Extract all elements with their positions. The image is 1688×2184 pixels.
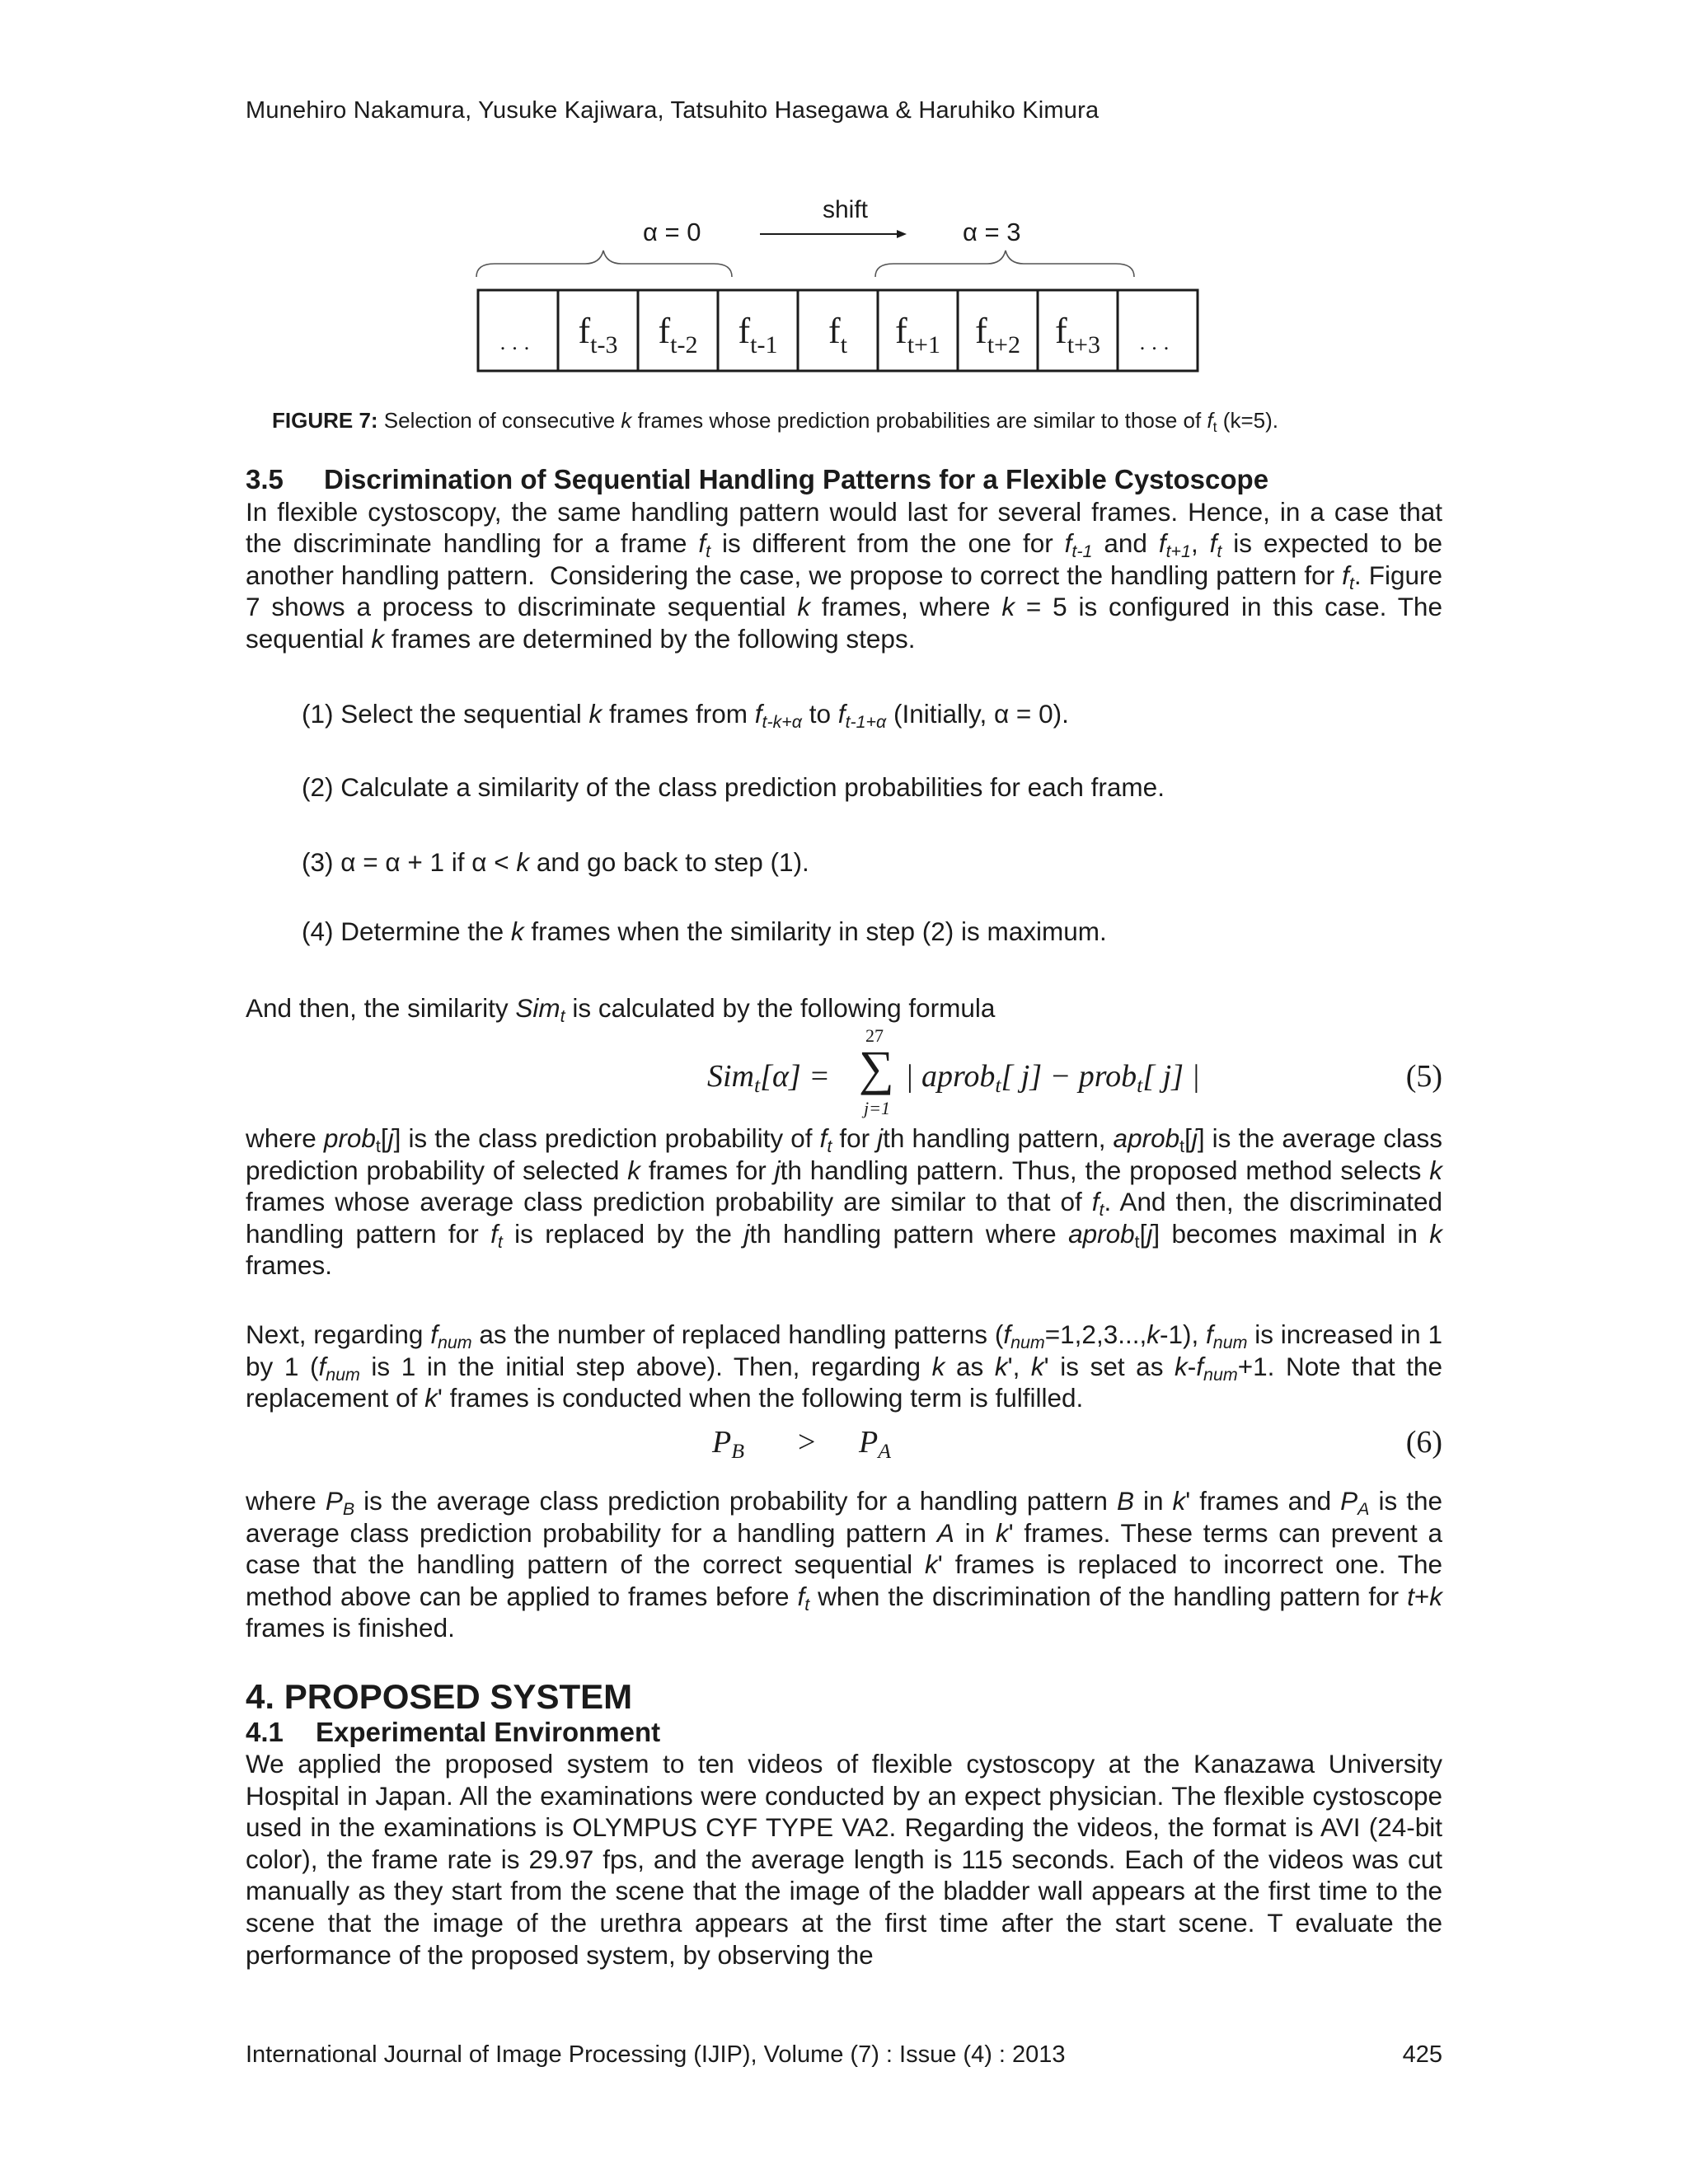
eq6-number: (6): [1405, 1425, 1442, 1460]
section-3-5-heading: 3.5 Discrimination of Sequential Handling Patterns for a Flexible Cystoscope: [246, 464, 1269, 494]
section-3-5: [246, 464, 1442, 655]
eq5-upper-limit: 27: [865, 1025, 884, 1046]
journal-citation: International Journal of Image Processing (IJIP), Volume (7) : Issue (4) : 2013: [246, 2041, 1066, 2068]
eq5-number: (5): [1405, 1059, 1442, 1094]
frame-label: $f_{t-1}$: [738, 311, 778, 359]
shift-label: shift: [823, 196, 869, 223]
paragraph-replacement: Next, regarding $f_{num}$ as the number of replaced handling patterns $(f_{num}=1,2,3...,k-1)$, $f_{num}$ is increased in 1 by 1 ($f_{num}$ is 1 in the initial step above). Then, regarding k as k', k' is set as $k-f_{num}+1$. Note that the replacement of k' frames is conducted when the following term is fulfilled.: [246, 1319, 1442, 1413]
running-header: Munehiro Nakamura, Yusuke Kajiwara, Tatsuhito Hasegawa & Haruhiko Kimura: [246, 97, 1100, 124]
eq5-lower-limit: j=1: [864, 1098, 890, 1118]
frame-label: $f_{t-2}$: [658, 311, 698, 359]
figure-caption: FIGURE 7: Selection of consecutive k frames whose prediction probabilities are similar to those of $f_t$ (k=5).: [272, 408, 1278, 435]
paragraph-eq5-explanation: where prob$_t$[j] is the class prediction probability of $f_t$ for jth handling pattern, aprob$_t$[j] is the average class prediction probability of selected k frames for jth handling pattern. Thus, the proposed method selects k frames whose average class prediction probability are similar to that of $f_t$. And then, the discriminated handling pattern for $f_t$ is replaced by the jth handling pattern where aprob$_t$[j] becomes maximal in k frames.: [246, 1123, 1443, 1281]
eq6-pa: $P_A$: [859, 1425, 891, 1464]
frame-label: $f_{t+2}$: [975, 311, 1020, 359]
frame-label: $f_t$: [828, 311, 847, 359]
page-footer: [246, 2041, 1442, 2069]
caption-label: FIGURE 7:: [272, 408, 378, 433]
paragraph-eq6-explanation: where $P_B$ is the average class prediction probability for a handling pattern B in k' frames and $P_A$ is the average class prediction probability for a handling pattern A in k' frames. These terms can prevent a case that the handling pattern of the correct sequential k' frames is replaced to incorrect one. The method above can be applied to frames before $f_t$ when the discrimination of the handling pattern for t+k frames is finished.: [246, 1486, 1443, 1643]
frame-label: $f_{t-3}$: [578, 311, 618, 359]
step-3: (3) α = α + 1 if α < k and go back to step (1).: [302, 847, 809, 877]
step-2: (2) Calculate a similarity of the class prediction probabilities for each frame.: [302, 772, 1165, 802]
eq5-rhs: | aprob$_t$[ j] − prob$_t$[ j] |: [905, 1059, 1200, 1098]
shift-arrowhead: [897, 230, 907, 238]
frame-label: $f_{t+3}$: [1055, 311, 1100, 359]
alpha-left-label: α = 0: [643, 218, 701, 246]
paragraph-4-1: We applied the proposed system to ten videos of flexible cystoscopy at the Kanazawa University Hospital in Japan. All the examinations were conducted by an expect physician. The flexible cystoscope used in the examinations is OLYMPUS CYF TYPE VA2. Regarding the videos, the format is AVI (24-bit color), the frame rate is 29.97 fps, and the average length is 115 seconds. Each of the videos was cut manually as they start from the scene that the image of the bladder wall appears at the first time to the scene that the image of the urethra appears at the first time after the start scene. T evaluate the performance of the proposed system, by observing the: [246, 1749, 1442, 1970]
brace-left: [476, 251, 732, 277]
section-4-heading: 4. PROPOSED SYSTEM: [246, 1677, 633, 1716]
frame-ellipsis: ...: [499, 330, 537, 354]
paragraph-3-5: In flexible cystoscopy, the same handling pattern would last for several frames. Hence, in a case that the discriminate handling for a frame $f_t$ is different from the one for $f_{t-1}$ and $f_{t+1}$, $f_t$ is expected to be another handling pattern. Considering the case, we propose to correct the handling pattern for $f_t$. Figure 7 shows a process to discriminate sequential k frames, where k = 5 is configured in this case. The sequential k frames are determined by the following steps.: [246, 496, 1442, 654]
step-1: (1) Select the sequential k frames from $f_{t-k+\alpha}$ to $f_{t-1+\alpha}$ (Initially, α = 0).: [302, 699, 1069, 732]
frame-label: $f_{t+1}$: [895, 311, 940, 359]
eq6-gt: >: [798, 1425, 816, 1460]
alpha-right-label: α = 3: [963, 218, 1021, 246]
step-4: (4) Determine the k frames when the similarity in step (2) is maximum.: [302, 916, 1107, 946]
equation-6: [246, 1424, 1442, 1470]
frame-strip: [478, 290, 1198, 371]
section-4-1-heading: 4.1 Experimental Environment: [246, 1717, 661, 1747]
page-number: 425: [1402, 2041, 1442, 2068]
figure-7: [470, 188, 1220, 377]
sum-symbol: ∑: [859, 1041, 894, 1095]
eq5-lhs: Sim$_t$[α] =: [707, 1059, 830, 1098]
equation-5: [246, 1025, 1442, 1121]
frame-ellipsis: ...: [1139, 330, 1176, 354]
formula-intro: And then, the similarity Sim$_t$ is calculated by the following formula: [246, 993, 996, 1026]
brace-right: [875, 251, 1134, 277]
eq6-pb: $P_B$: [712, 1425, 744, 1464]
